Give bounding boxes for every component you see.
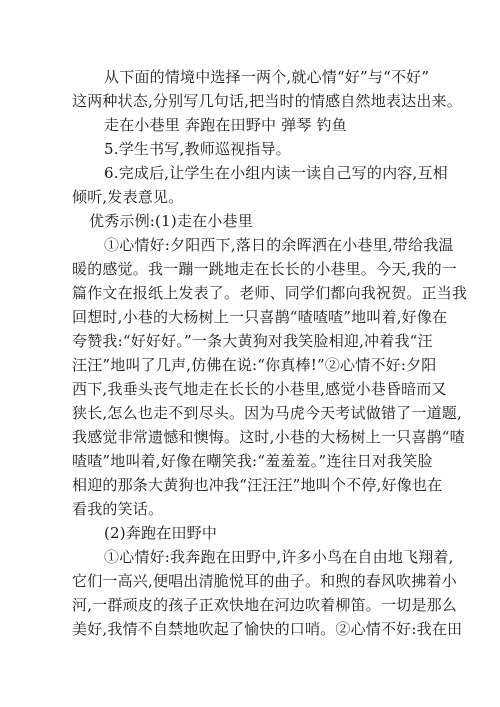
step-line: 6.完成后,让学生在小组内读一读自己写的内容,互相 xyxy=(104,164,448,182)
paragraph-line: 相迎的那条大黄狗也冲我“汪汪汪”地叫个不停,好像也在 xyxy=(72,476,443,494)
paragraph-line: 从下面的情境中选择一两个,就心情“好”与“不好” xyxy=(104,68,430,86)
paragraph-line: 河,一群顽皮的孩子正欢快地在河边吹着柳笛。一切是那么 xyxy=(72,596,457,614)
paragraph-line: 西下,我垂头丧气地走在长长的小巷里,感觉小巷昏暗而又 xyxy=(72,380,447,398)
paragraph-line: 倾听,发表意见。 xyxy=(72,188,184,206)
paragraph-line: ①心情好:我奔跑在田野中,许多小鸟在自由地飞翔着, xyxy=(104,548,454,566)
paragraph-line: 回想时,小巷的大杨树上一只喜鹊“喳喳喳”地叫着,好像在 xyxy=(72,308,448,326)
paragraph-line: 狭长,怎么也走不到尽头。因为马虎今天考试做错了一道题, xyxy=(72,404,462,422)
paragraph-line: 篇作文在报纸上发表了。老师、同学们都向我祝贺。正当我 xyxy=(72,284,468,302)
options-line: 走在小巷里 奔跑在田野中 弹琴 钓鱼 xyxy=(104,116,347,134)
paragraph-line: 暖的感觉。我一蹦一跳地走在长长的小巷里。今天,我的一 xyxy=(72,260,457,278)
paragraph-line: 美好,我情不自禁地吹起了愉快的口哨。②心情不好:我在田 xyxy=(72,620,463,638)
paragraph-line: 喳喳”地叫着,好像在嘲笑我:“羞羞羞。”连往日对我笑脸 xyxy=(72,452,433,470)
paragraph-line: 夸赞我:“好好好。”一条大黄狗对我笑脸相迎,冲着我“汪 xyxy=(72,332,433,350)
paragraph-line: 它们一高兴,便唱出清脆悦耳的曲子。和煦的春风吹拂着小 xyxy=(72,572,457,590)
paragraph-line: 这两种状态,分别写几句话,把当时的情感自然地表达出来。 xyxy=(72,92,462,110)
paragraph-line: 我感觉非常遗憾和懊悔。这时,小巷的大杨树上一只喜鹊“喳 xyxy=(72,428,465,446)
section-heading: 优秀示例:(1)走在小巷里 xyxy=(89,212,253,230)
paragraph-line: ①心情好:夕阳西下,落日的余晖洒在小巷里,带给我温 xyxy=(104,236,454,254)
section-heading: (2)奔跑在田野中 xyxy=(104,524,218,542)
paragraph-line: 看我的笑话。 xyxy=(72,500,164,518)
step-line: 5.学生书写,教师巡视指导。 xyxy=(104,140,291,158)
paragraph-line: 汪汪”地叫了几声,仿佛在说:“你真棒!”②心情不好:夕阳 xyxy=(72,356,437,374)
